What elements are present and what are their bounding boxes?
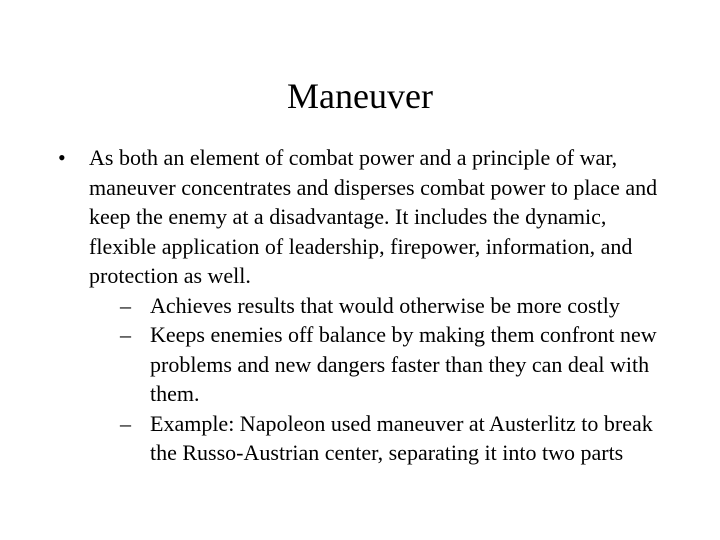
sub-bullet-item-balance: [89, 320, 678, 409]
sub-bullet-marker: –: [120, 322, 131, 347]
slide-title: Maneuver: [287, 76, 433, 116]
bullet-list: [58, 143, 678, 468]
bullet-item: [58, 143, 678, 468]
sub-bullet-text: Example: Napoleon used maneuver at Austerlitz to break the Russo-Austrian center, separating it into two parts: [150, 410, 653, 465]
sub-bullet-list: [89, 291, 678, 468]
sub-bullet-item-costly: [89, 291, 678, 321]
sub-bullet-text: Achieves results that would otherwise be more costly: [150, 292, 620, 318]
sub-bullet-item-example: [89, 409, 678, 468]
bullet-marker: •: [58, 145, 66, 170]
bullet-text: As both an element of combat power and a principle of war, maneuver concentrates and disperses combat power to place and keep the enemy at a disadvantage. It includes the dynamic, flexible application of leadership, firepower, information, and protection as well.: [89, 145, 658, 288]
sub-bullet-text: Keeps enemies off balance by making them confront new problems and new dangers faster than they can deal with them.: [150, 322, 657, 406]
sub-bullet-marker: –: [120, 292, 131, 318]
sub-bullet-marker: –: [120, 410, 131, 436]
